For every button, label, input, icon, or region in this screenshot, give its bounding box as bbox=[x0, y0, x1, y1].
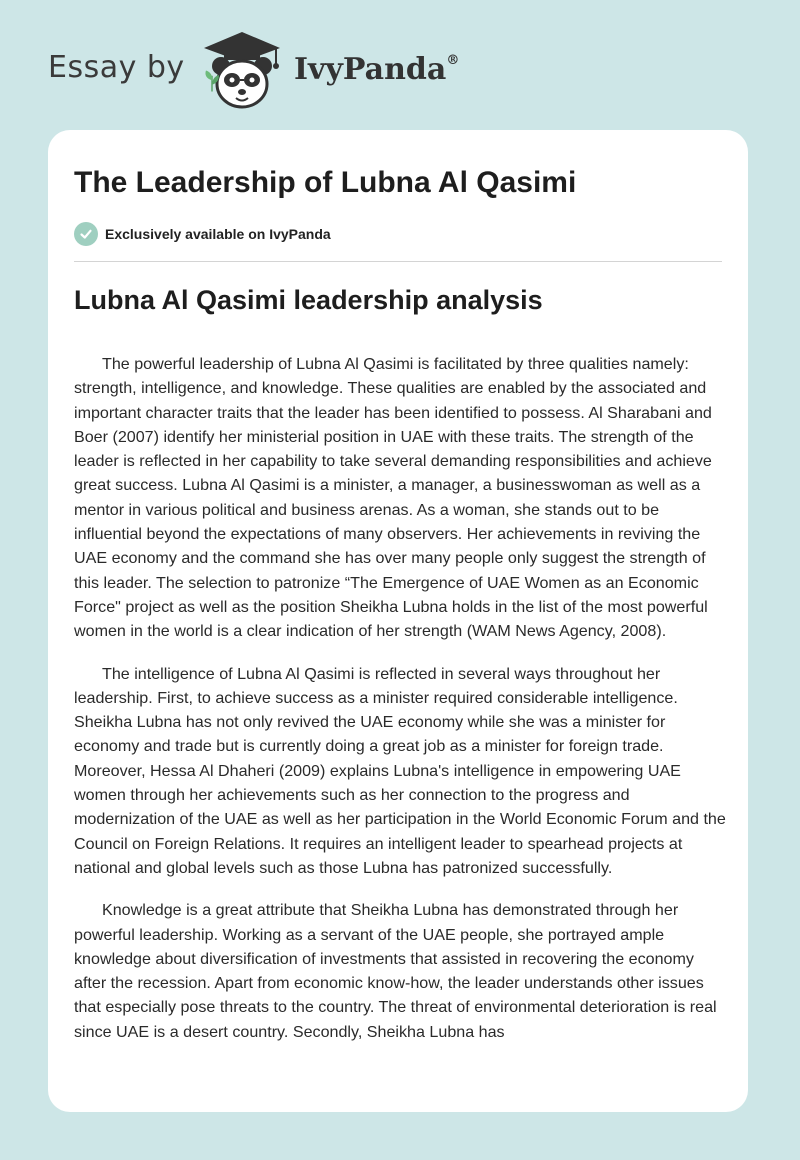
paragraph-2: The intelligence of Lubna Al Qasimi is reflected in several ways throughout her leadership. First, to achieve success as a minister required considerable intelligence. Sheikha Lubna has not only revived the UAE economy while she was a minister for economy and trade but is currently doing a great job as a minister for foreign trade. Moreover, Hessa Al Dhaheri (2009) explains Lubna's intelligence in empowering UAE women through her achievements such as her connection to the progress and modernization of the UAE as well as her participation in the World Economic Forum and the Council on Foreign Relations. It requires an intelligent leader to spearhead projects at national and global levels such as those Lubna has patronized successfully. bbox=[74, 664, 726, 877]
leaf-icon bbox=[203, 68, 221, 94]
essay-by-label: Essay by bbox=[48, 50, 185, 85]
title-divider bbox=[74, 261, 722, 262]
exclusive-badge-text: Exclusively available on IvyPanda bbox=[105, 226, 331, 242]
site-header bbox=[0, 0, 800, 120]
article-card bbox=[48, 130, 748, 1112]
exclusive-badge bbox=[74, 222, 331, 246]
registered-mark: ® bbox=[446, 53, 460, 68]
page-title: The Leadership of Lubna Al Qasimi bbox=[74, 166, 577, 199]
brand-logo-text[interactable] bbox=[294, 52, 459, 87]
paragraph-3: Knowledge is a great attribute that Sheikha Lubna has demonstrated through her powerful leadership. Working as a servant of the UAE people, she portrayed ample knowledge about diversification of investments that assisted in recovering the economy after the recession. Apart from economic know-how, the leader understands other issues that especially pose threats to the country. The threat of environmental deterioration is real since UAE is a desert country. Secondly, Sheikha Lubna has bbox=[74, 901, 717, 1041]
article-body bbox=[74, 352, 730, 1062]
check-circle-icon bbox=[74, 222, 98, 246]
paragraph-1: The powerful leadership of Lubna Al Qasimi is facilitated by three qualities namely: strength, intelligence, and knowledge. These qualities are enabled by the associated and important character traits that the leader has been identified to possess. Al Sharabani and Boer (2007) identify her ministerial position in UAE with these traits. The strength of the leader is reflected in her capability to take several demanding responsibilities and achieve great success. Lubna Al Qasimi is a minister, a manager, a businesswoman as well as a mentor in various political and business arenas. As a woman, she stands out to be influential beyond the expectations of many observers. Her achievements in reviving the UAE economy and the command she has over many people only suggest the strength of this leader. The selection to patronize “The Emergence of UAE Women as an Economic Force" project as well as the position Sheikha Lubna holds in the list of the most powerful women in the world is a clear indication of her strength (WAM News Agency, 2008). bbox=[74, 355, 712, 641]
section-heading: Lubna Al Qasimi leadership analysis bbox=[74, 285, 543, 315]
brand-name: IvyPanda bbox=[294, 52, 447, 87]
